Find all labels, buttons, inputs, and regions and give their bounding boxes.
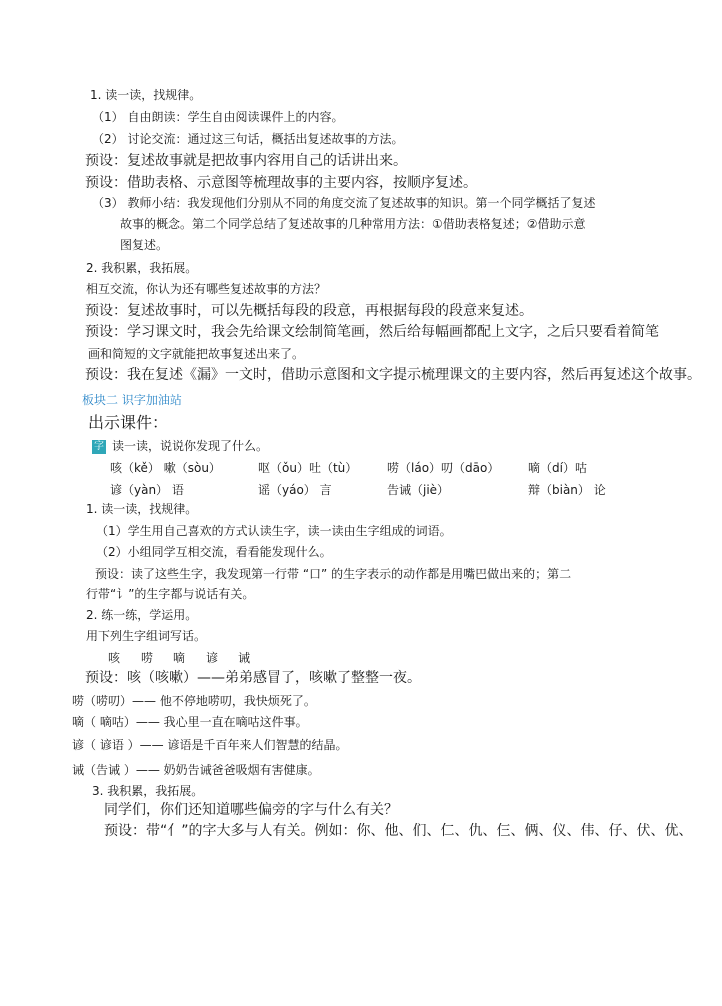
- char-item: 辩（biàn） 论: [528, 483, 606, 497]
- exercise-prompt-text: 读一读，说说你发现了什么。: [112, 439, 269, 453]
- word-char: 唠: [141, 651, 154, 665]
- paragraph-line: 用下列生字组词写话。: [86, 629, 207, 643]
- step-item: （2）小组同学互相交流，看看能发现什么。: [96, 545, 332, 559]
- paragraph-line: 画和简短的文字就能把故事复述出来了。: [88, 347, 305, 361]
- character-badge-icon: 字: [94, 440, 104, 452]
- sentence-example: 嘀（ 嘀咕）—— 我心里一直在嘀咕这件事。: [72, 715, 308, 729]
- char-item: 呕（ǒu）吐（tù）: [258, 461, 358, 475]
- word-char: 嘀: [173, 651, 186, 665]
- step-item: （1） 自由朗读：学生自由阅读课件上的内容。: [92, 110, 344, 124]
- step-item: （3） 教师小结：我发现他们分别从不同的角度交流了复述故事的知识。第一个同学概括了复述: [92, 196, 596, 210]
- preset-answer: 预设：我在复述《漏》一文时，借助示意图和文字提示梳理课文的主要内容，然后再复述这个故事。: [85, 367, 701, 383]
- paragraph-line: 图复述。: [120, 238, 169, 252]
- preset-answer: 预设：带“亻”的字大多与人有关。例如：你、他、们、仁、仇、仨、俩、仪、伟、仔、伏、优、: [104, 823, 693, 839]
- preset-answer: 预设：学习课文时，我会先给课文绘制简笔画，然后给每幅画都配上文字，之后只要看着简笔: [85, 324, 659, 340]
- word-char: 咳: [108, 651, 121, 665]
- word-char: 谚: [206, 651, 219, 665]
- preset-answer: 预设：读了这些生字，我发现第一行带 “口” 的生字表示的动作都是用嘴巴做出来的；第二: [95, 567, 572, 581]
- preset-answer: 预设：复述故事就是把故事内容用自己的话讲出来。: [85, 153, 407, 169]
- sentence-example: 诫（告诫 ）—— 奶奶告诫爸爸吸烟有害健康。: [72, 763, 320, 777]
- exercise-prompt: [92, 438, 268, 454]
- step-heading: 2. 练一练，学运用。: [86, 608, 198, 622]
- char-item: 唠（láo）叨（dāo）: [387, 461, 500, 475]
- step-item: （2） 讨论交流：通过这三句话，概括出复述故事的方法。: [92, 132, 404, 146]
- paragraph-line: 故事的概念。第二个同学总结了复述故事的几种常用方法：①借助表格复述；②借助示意: [120, 217, 586, 231]
- preset-answer: 预设：咳（咳嗽）——弟弟感冒了，咳嗽了整整一夜。: [85, 670, 421, 686]
- sentence-example: 谚（ 谚语 ）—— 谚语是千百年来人们智慧的结晶。: [72, 738, 348, 752]
- step-item: （1）学生用自己喜欢的方式认读生字，读一读由生字组成的词语。: [96, 524, 452, 538]
- char-item: 谣（yáo） 言: [258, 483, 332, 497]
- sentence-example: 唠（唠叨）—— 他不停地唠叨，我快烦死了。: [72, 694, 316, 708]
- char-item: 告诫（jiè）: [387, 483, 450, 497]
- section-heading: 板块二 识字加油站: [82, 393, 182, 407]
- step-heading: 3. 我积累，我拓展。: [92, 784, 204, 798]
- paragraph-line: 行带“讠”的生字都与说话有关。: [86, 587, 255, 601]
- step-heading: 1. 读一读，找规律。: [86, 502, 198, 516]
- char-item: 谚（yàn） 语: [110, 483, 184, 497]
- courseware-heading: 出示课件：: [88, 413, 169, 432]
- char-item: 咳（kě） 嗽（sòu）: [110, 461, 221, 475]
- step-heading: 2. 我积累，我拓展。: [86, 261, 198, 275]
- char-item: 嘀（dí）咕: [528, 461, 587, 475]
- preset-answer: 预设：借助表格、示意图等梳理故事的主要内容，按顺序复述。: [85, 175, 477, 191]
- word-char: 诫: [238, 651, 251, 665]
- paragraph-line: 相互交流，你认为还有哪些复述故事的方法？: [86, 282, 327, 296]
- step-heading: 1. 读一读，找规律。: [90, 88, 202, 102]
- paragraph-line: 同学们，你们还知道哪些偏旁的字与什么有关？: [104, 802, 398, 818]
- preset-answer: 预设：复述故事时，可以先概括每段的段意，再根据每段的段意来复述。: [85, 303, 533, 319]
